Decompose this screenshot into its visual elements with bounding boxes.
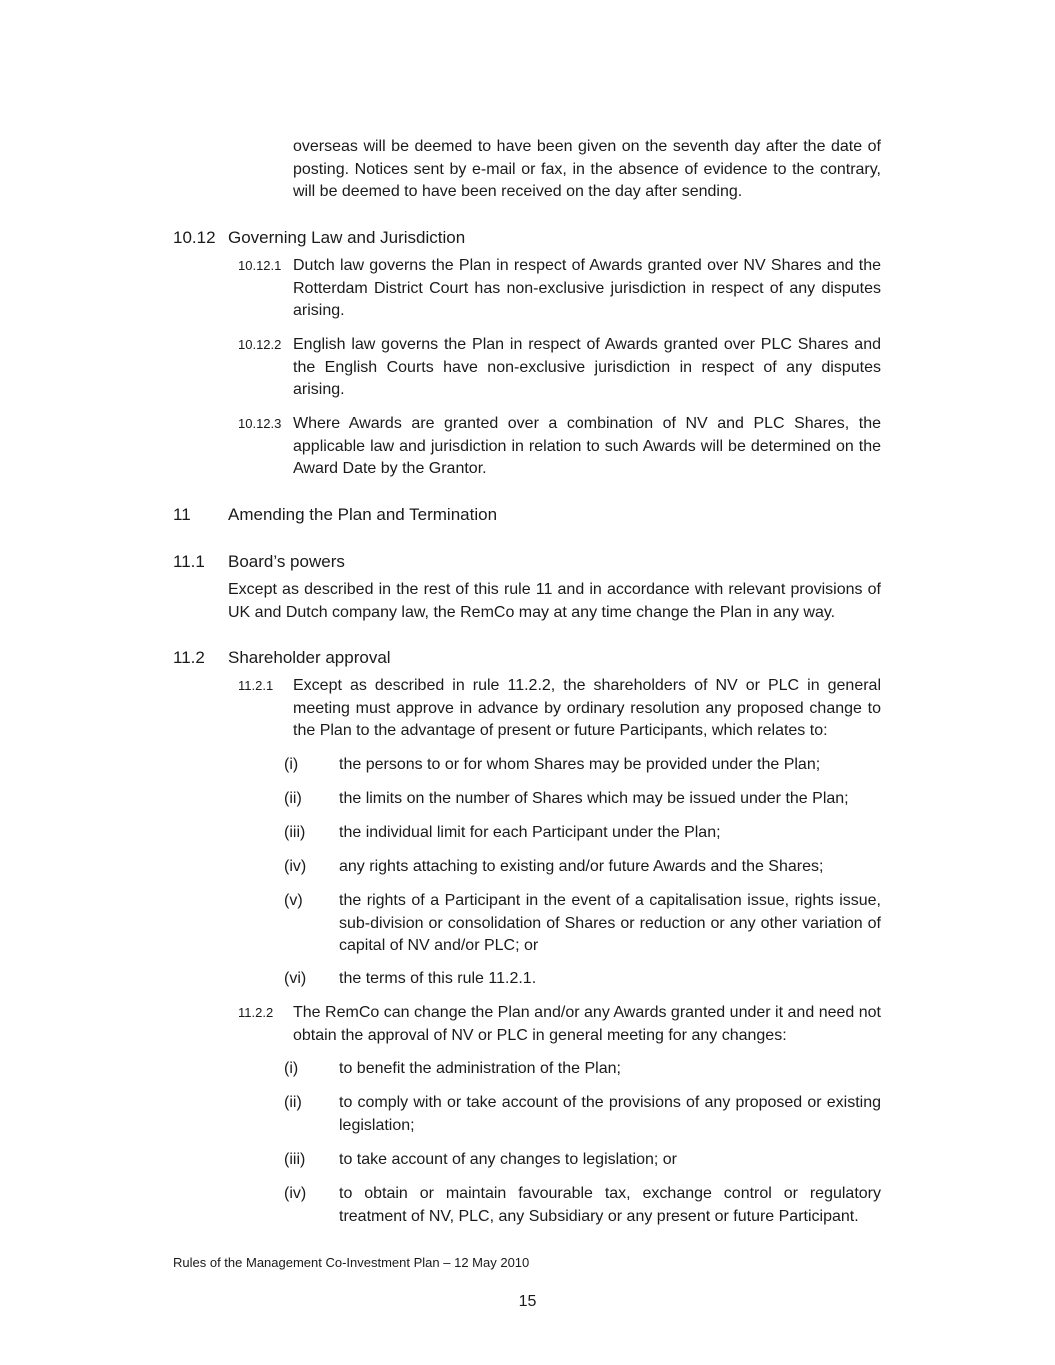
clause-number: 10.12.3 [238, 416, 282, 431]
page-number: 15 [518, 1293, 537, 1310]
continuation-paragraph: overseas will be deemed to have been given on the seventh day after the date of posting. Notices sent by e-mail or fax, in the absence of evidence to the contrary, will be deemed to have been received on the day after sending. [293, 138, 881, 200]
section-number: 11.1 [173, 552, 205, 571]
clause-text: Where Awards are granted over a combination of NV and PLC Shares, the applicable law and jurisdiction in relation to such Awards will be determined on the Award Date by the Grantor. [293, 415, 881, 477]
section-paragraph: Except as described in the rest of this rule 11 and in accordance with relevant provisions of UK and Dutch company law, the RemCo may at any time change the Plan in any way. [228, 581, 881, 621]
section-heading: Shareholder approval [228, 648, 391, 667]
section-heading: Governing Law and Jurisdiction [228, 228, 466, 247]
list-item-text: the limits on the number of Shares which may be issued under the Plan; [339, 790, 849, 807]
list-item-text: the persons to or for whom Shares may be provided under the Plan; [339, 756, 821, 773]
list-item-text: to comply with or take account of the provisions of any proposed or existing legislation; [339, 1094, 881, 1134]
list-item-number: (ii) [284, 1094, 302, 1111]
list-item-text: the rights of a Participant in the event of a capitalisation issue, rights issue, sub-division or consolidation of Shares or reduction or any other variation of capital of NV and/or PLC; or [339, 892, 881, 954]
list-item-text: the individual limit for each Participant under the Plan; [339, 824, 721, 841]
clause-text: Dutch law governs the Plan in respect of Awards granted over NV Shares and the Rotterdam District Court has non-exclusive jurisdiction in respect of any disputes arising. [293, 257, 881, 319]
section-number: 11.2 [173, 648, 205, 667]
list-item-text: the terms of this rule 11.2.1. [339, 970, 537, 987]
clause-number: 10.12.2 [238, 337, 282, 352]
footer-text: Rules of the Management Co-Investment Plan – 12 May 2010 [173, 1255, 530, 1270]
clause-text: Except as described in rule 11.2.2, the shareholders of NV or PLC in general meeting must approve in advance by ordinary resolution any proposed change to the Plan to the advantage of present or future Participants, which relates to: [293, 677, 881, 739]
list-item-number: (iii) [284, 1151, 306, 1168]
list-item-number: (i) [284, 756, 299, 773]
list-item-number: (ii) [284, 790, 302, 807]
clause-number: 11.2.2 [238, 1005, 274, 1020]
section-heading: Board’s powers [228, 552, 345, 571]
list-item-text: any rights attaching to existing and/or future Awards and the Shares; [339, 858, 824, 875]
clause-text: The RemCo can change the Plan and/or any Awards granted under it and need not obtain the approval of NV or PLC in general meeting for any changes: [293, 1004, 881, 1044]
list-item-text: to benefit the administration of the Plan; [339, 1060, 621, 1077]
clause-number: 10.12.1 [238, 258, 282, 273]
list-item-number: (vi) [284, 970, 307, 987]
section-number: 10.12 [173, 228, 216, 247]
list-item-number: (v) [284, 892, 303, 909]
list-item-text: to obtain or maintain favourable tax, exchange control or regulatory treatment of NV, PLC, any Subsidiary or any present or future Participant. [339, 1185, 881, 1225]
section-number: 11 [173, 505, 191, 524]
section-heading: Amending the Plan and Termination [228, 505, 498, 524]
list-item-text: to take account of any changes to legislation; or [339, 1151, 677, 1168]
clause-text: English law governs the Plan in respect of Awards granted over PLC Shares and the English Courts have non-exclusive jurisdiction in respect of any disputes arising. [293, 336, 881, 398]
list-item-number: (iv) [284, 1185, 307, 1202]
list-item-number: (i) [284, 1060, 299, 1077]
list-item-number: (iv) [284, 858, 307, 875]
list-item-number: (iii) [284, 824, 306, 841]
clause-number: 11.2.1 [238, 678, 274, 693]
